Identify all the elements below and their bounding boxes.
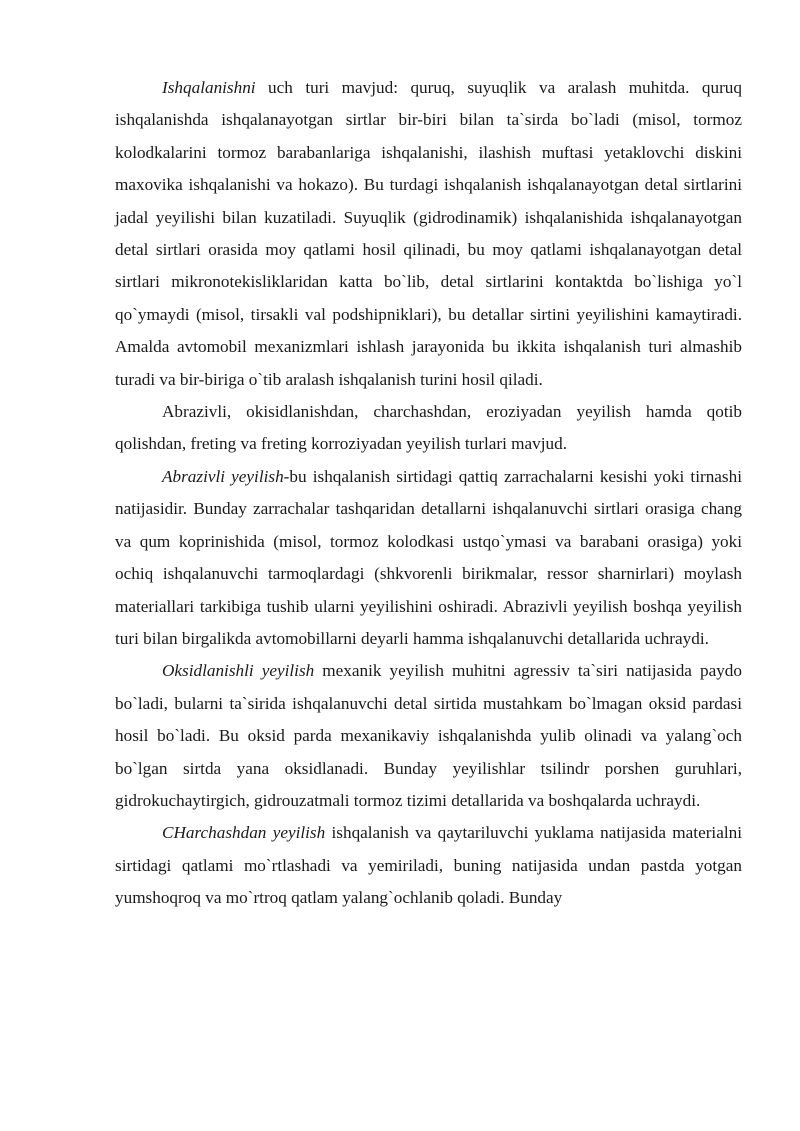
paragraph-text: uch turi mavjud: quruq, suyuqlik va aralash muhitda. quruq ishqalanishda ishqalanayotgan sirtlar bir-biri bilan ta`sirda bo`ladi (misol, tormoz kolodkalarini tormoz barabanlariga ishqalanishi, ilashish muftasi yetaklovchi diskini maxovika ishqalanishi va hokazo). Bu turdagi ishqalanish ishqalanayotgan detal sirtlarini jadal yeyilishi bilan kuzatiladi. Suyuqlik (gidrodinamik) ishqalanishida ishqalanayotgan detal sirtlari orasida moy qatlami hosil qilinadi, bu moy qatlami ishqalanayotgan detal sirtlari mikronotekisliklaridan katta bo`lib, detal sirtlarini kontaktda bo`lishiga yo`l qo`ymaydi (misol, tirsakli val podshipniklari), bu detallar sirtini yeyilishini kamaytiradi. Amalda avtomobil mexanizmlari ishlash jarayonida bu ikkita ishqalanish turi almashib turadi va bir-biriga o`tib aralash ishqalanish turini hosil qiladi. bbox=[115, 78, 742, 389]
paragraph-oxidation-wear bbox=[115, 655, 742, 817]
paragraph-wear-types bbox=[115, 396, 742, 461]
paragraph-text: ishqalanish va qaytariluvchi yuklama natijasida materialni sirtidagi qatlami mo`rtlashadi va yemiriladi, buning natijasida undan pastda yotgan yumshoqroq va mo`rtroq qatlam yalang`ochlanib qoladi. Bunday bbox=[115, 823, 742, 908]
paragraph-abrasive-wear bbox=[115, 461, 742, 655]
term-fatigue-wear: CHarchashdan yeyilish bbox=[162, 823, 326, 843]
term-oxidation-wear: Oksidlanishli yeyilish bbox=[162, 661, 315, 681]
paragraph-text: mexanik yeyilish muhitni agressiv ta`siri natijasida paydo bo`ladi, bularni ta`sirida ishqalanuvchi detal sirtida mustahkam bo`lmagan oksid pardasi hosil bo`ladi. Bu oksid parda mexanikaviy ishqalanishda yulib olinadi va yalang`och bo`lgan sirtda yana oksidlanadi. Bunday yeyilishlar tsilindr porshen guruhlari, gidrokuchaytirgich, gidrouzatmali tormoz tizimi detallarida va boshqalarda uchraydi. bbox=[115, 661, 742, 810]
paragraph-text: Abrazivli, okisidlanishdan, charchashdan, eroziyadan yeyilish hamda qotib qolishdan, freting va freting korroziyadan yeyilish turlari mavjud. bbox=[115, 402, 742, 454]
paragraph-text: -bu ishqalanish sirtidagi qattiq zarrachalarni kesishi yoki tirnashi natijasidir. Bunday zarrachalar tashqaridan detallarni ishqalanuvchi sirtlari orasiga chang va qum koprinishida (misol, tormoz kolodkasi ustqo`ymasi va barabani orasiga) yoki ochiq ishqalanuvchi tarmoqlardagi (shkvorenli birikmalar, ressor sharnirlari) moylash materiallari tarkibiga tushib ularni yeyilishini oshiradi. Abrazivli yeyilish boshqa yeyilish turi bilan birgalikda avtomobillarni deyarli hamma ishqalanuvchi detallarida uchraydi. bbox=[115, 466, 742, 648]
term-friction: Ishqalanishni bbox=[162, 78, 256, 97]
paragraph-fatigue-wear bbox=[115, 817, 742, 914]
document-page bbox=[115, 72, 742, 915]
term-abrasive-wear: Abrazivli yeyilish bbox=[162, 466, 284, 486]
paragraph-friction-types bbox=[115, 72, 742, 396]
